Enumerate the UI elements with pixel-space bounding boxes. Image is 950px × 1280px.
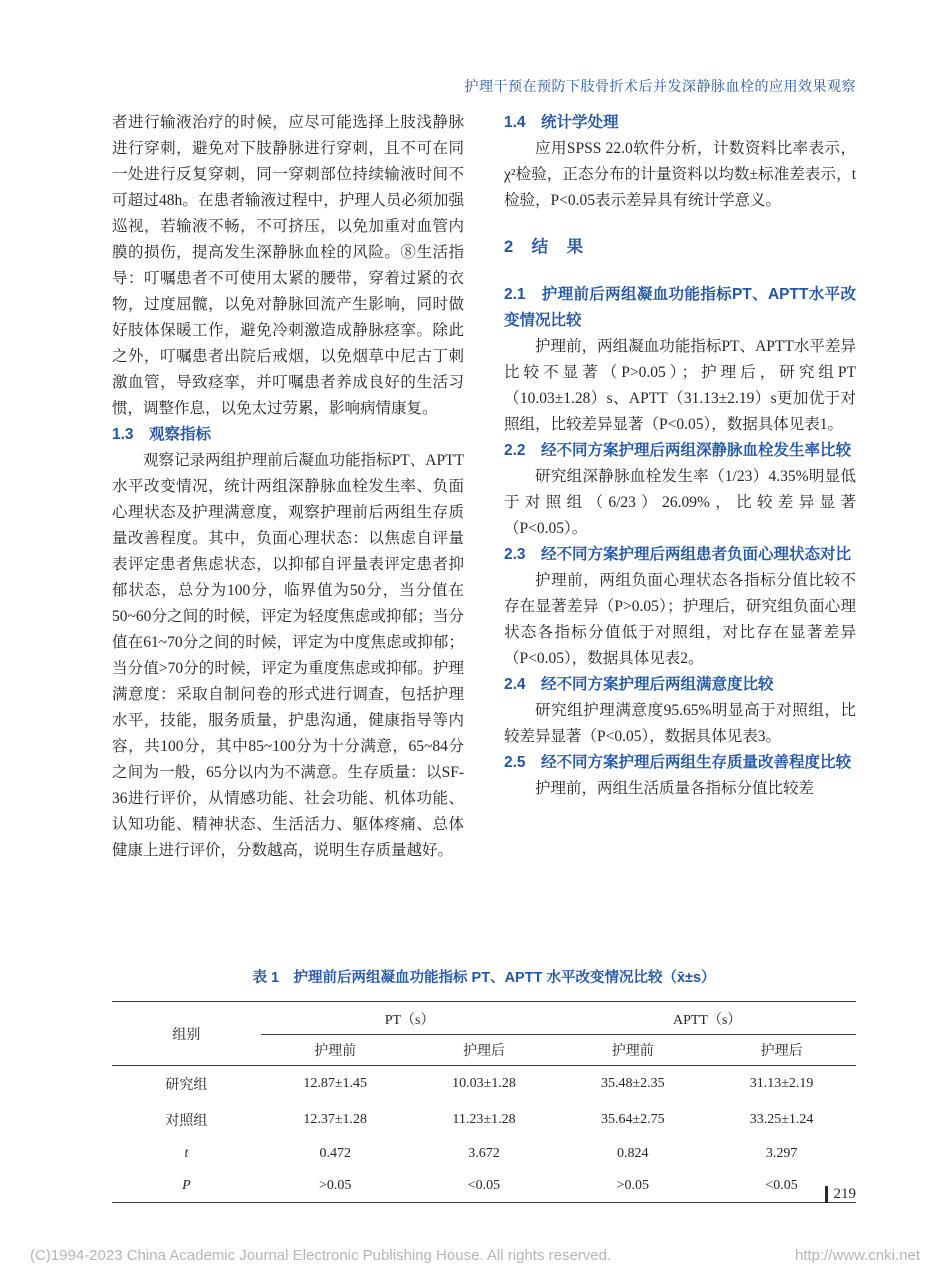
table-header-pt: PT（s）	[261, 1002, 559, 1035]
table-1-title: 表 1 护理前后两组凝血功能指标 PT、APTT 水平改变情况比较（x̄±s）	[252, 970, 716, 986]
right-column	[504, 110, 856, 864]
row-label: t	[184, 1146, 189, 1161]
section-heading-1-4: 1.4 统计学处理	[504, 114, 619, 131]
section-heading-2-1: 2.1 护理前后两组凝血功能指标PT、APTT水平改变情况比较	[504, 286, 856, 329]
paragraph-2-5: 护理前，两组生活质量各指标分值比较差	[535, 780, 815, 797]
table-subheader-pt-after: 护理后	[410, 1035, 559, 1066]
row-label: 对照组	[165, 1114, 208, 1129]
paragraph-2-2: 研究组深静脉血栓发生率（1/23）4.35%明显低于对照组（6/23）26.09%，比较差异显著（P<0.05）。	[504, 468, 856, 537]
footer-url: http://www.cnki.net	[794, 1247, 920, 1264]
row-label: P	[182, 1178, 191, 1193]
table-header-aptt: APTT（s）	[558, 1002, 856, 1035]
paragraph-observation-indicators: 观察记录两组护理前后凝血功能指标PT、APTT水平改变情况，统计两组深静脉血栓发生率、负面心理状态及护理满意度，观察护理前后两组生存质量改善程度。其中，负面心理状态：以焦虑自评量表评定患者焦虑状态，以抑郁自评量表评定患者抑郁状态，总分为100分，临界值为50分，当分值在50~60分之间的时候，评定为轻度焦虑或抑郁；当分值在61~70分之间的时候，评定为中度焦虑或抑郁；当分值>70分的时候，评定为重度焦虑或抑郁。护理满意度：采取自制问卷的形式进行调查，包括护理水平，技能，服务质量，护患沟通，健康指导等内容，共100分，其中85~100分为十分满意，65~84分之间为一般，65分以内为不满意。生存质量：以SF-36进行评价，从情感功能、社会功能、机体功能、认知功能、精神状态、生活活力、躯体疼痛、总体健康上进行评价，分数越高，说明生存质量越好。	[112, 452, 464, 859]
paragraph-2-4: 研究组护理满意度95.65%明显高于对照组，比较差异显著（P<0.05），数据具体见表3。	[504, 702, 856, 745]
paragraph-continuation: 者进行输液治疗的时候，应尽可能选择上肢浅静脉进行穿刺，避免对下肢静脉进行穿刺，且不可在同一处进行反复穿刺，同一穿刺部位持续输液时间不可超过48h。在患者输液过程中，护理人员必须加强巡视，若输液不畅，不可挤压，以免加重对血管内膜的损伤，提高发生深静脉血栓的风险。⑧生活指导：叮嘱患者不可使用太紧的腰带，穿着过紧的衣物，过度屈髋，以免对静脉回流产生影响，同时做好肢体保暖工作，避免冷刺激造成静脉痉挛。除此之外，叮嘱患者出院后戒烟，以免烟草中尼古丁刺激血管，导致痉挛，并叮嘱患者养成良好的生活习惯，调整作息，以免太过劳累，影响病情康复。	[112, 114, 464, 417]
table-cell: 0.472	[319, 1146, 351, 1161]
section-heading-2-3: 2.3 经不同方案护理后两组患者负面心理状态对比	[504, 546, 852, 563]
section-heading-2-4: 2.4 经不同方案护理后两组满意度比较	[504, 676, 774, 693]
table-row-t-value	[112, 1138, 856, 1170]
section-heading-2-2: 2.2 经不同方案护理后两组深静脉血栓发生率比较	[504, 442, 852, 459]
table-cell: 12.87±1.45	[303, 1076, 368, 1091]
table-1	[112, 1001, 856, 1203]
row-label: 研究组	[165, 1078, 208, 1093]
page-number: 219	[825, 1186, 857, 1203]
table-subheader-pt-before: 护理前	[261, 1035, 410, 1066]
table-cell: 35.48±2.35	[600, 1076, 665, 1091]
table-cell: <0.05	[467, 1178, 501, 1193]
table-cell: 31.13±2.19	[749, 1076, 814, 1091]
paragraph-statistics: 应用SPSS 22.0软件分析，计数资料比率表示，χ²检验，正态分布的计量资料以均数±标准差表示，t检验，P<0.05表示差异具有统计学意义。	[504, 140, 856, 209]
table-cell: <0.05	[765, 1178, 798, 1193]
table-row-control-group	[112, 1102, 856, 1138]
section-heading-2-5: 2.5 经不同方案护理后两组生存质量改善程度比较	[504, 754, 852, 771]
article-body	[112, 110, 856, 864]
table-cell: 0.824	[617, 1146, 649, 1161]
table-row-study-group	[112, 1066, 856, 1103]
table-cell: 33.25±1.24	[749, 1112, 814, 1127]
table-cell: 11.23±1.28	[452, 1112, 516, 1127]
table-cell: 10.03±1.28	[452, 1076, 516, 1091]
table-cell: >0.05	[616, 1178, 649, 1193]
footer-copyright: (C)1994-2023 China Academic Journal Electronic Publishing House. All rights reserved.	[30, 1247, 612, 1264]
table-cell: 3.297	[765, 1146, 798, 1161]
footer	[30, 1247, 920, 1264]
table-cell: 35.64±2.75	[600, 1112, 665, 1127]
table-subheader-aptt-after: 护理后	[707, 1035, 856, 1066]
table-cell: >0.05	[318, 1178, 352, 1193]
paragraph-2-3: 护理前，两组负面心理状态各指标分值比较不存在显著差异（P>0.05）；护理后，研究组负面心理状态各指标分值低于对照组，对比存在显著差异（P<0.05），数据具体见表2。	[504, 572, 856, 667]
table-subheader-aptt-before: 护理前	[558, 1035, 707, 1066]
table-cell: 12.37±1.28	[303, 1112, 368, 1127]
section-heading-2: 2 结 果	[504, 238, 585, 256]
table-header-group-label: 组别	[112, 1002, 261, 1066]
section-heading-1-3: 1.3 观察指标	[112, 426, 212, 443]
table-row-p-value	[112, 1170, 856, 1203]
table-cell: 3.672	[468, 1146, 500, 1161]
table-1-section	[112, 966, 856, 1203]
paragraph-2-1: 护理前，两组凝血功能指标PT、APTT水平差异比较不显著（P>0.05）；护理后，研究组PT（10.03±1.28）s、APTT（31.13±2.19）s更加优于对照组，比较差异显著（P<0.05），数据具体见表1。	[504, 338, 856, 433]
table-header-row-groups	[112, 1002, 856, 1035]
running-head-title: 护理干预在预防下肢骨折术后并发深静脉血栓的应用效果观察	[464, 80, 856, 95]
left-column	[112, 110, 464, 864]
